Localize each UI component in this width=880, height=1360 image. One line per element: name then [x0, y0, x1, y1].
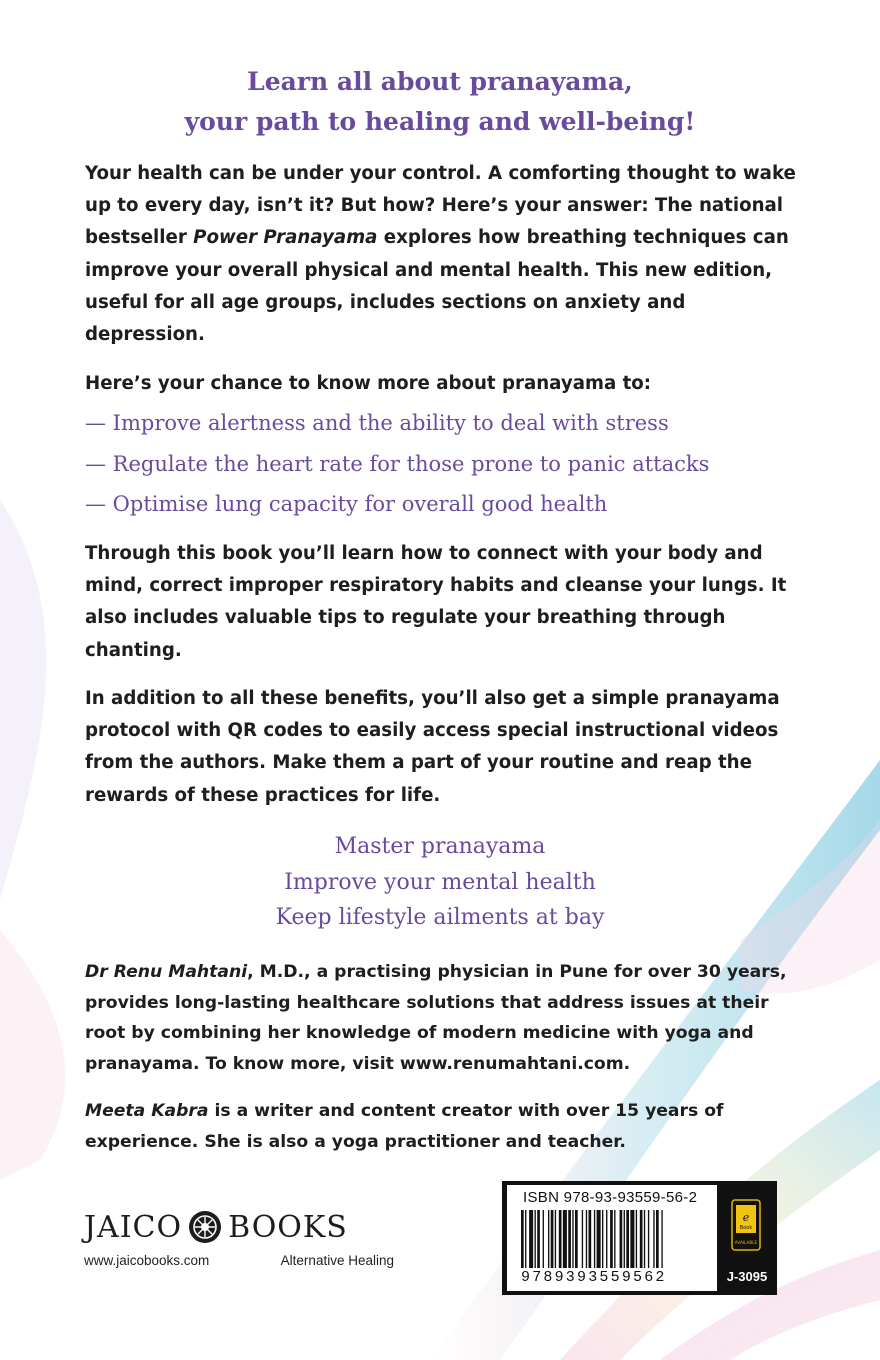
isbn-label: ISBN 978-93-93559-56-2 [523, 1189, 698, 1206]
author-bio-text: is a writer and content creator with over 15 years of experience. She is also a yoga practitioner and teacher. [85, 1101, 724, 1152]
author-bio-meeta [85, 1096, 805, 1157]
ebook-available-icon [731, 1199, 761, 1251]
tagline: Keep lifestyle ailments at bay [275, 905, 605, 930]
benefit-item: — Regulate the heart rate for those prone to panic attacks [85, 452, 710, 476]
book-title: Power Pranayama [193, 227, 378, 249]
intro-text-start: Your health can be under your control. A comforting thought to wake up to every day, isn’t it? But how? Here’s your answer: The national bestseller [85, 163, 796, 249]
barcode-panel [507, 1185, 717, 1291]
book-category: Alternative Healing [280, 1253, 394, 1268]
barcode-number: 9789393559562 [521, 1269, 667, 1286]
tagline: Improve your mental health [284, 870, 596, 895]
svg-text:e: e [742, 1211, 750, 1224]
svg-text:Book: Book [739, 1225, 753, 1231]
barcode-icon [521, 1210, 707, 1268]
isbn-barcode-block [502, 1181, 777, 1295]
benefits-lead: Here’s your chance to know more about pranayama to: [85, 373, 652, 394]
publisher-name-jaico: JAICO [84, 1209, 183, 1245]
intro-text-end: explores how breathing techniques can improve your overall physical and mental health. This new edition, useful for all age groups, includes sections on anxiety and depression. [85, 227, 789, 346]
publisher-block [84, 1205, 414, 1268]
publisher-name-books: BOOKS [228, 1209, 348, 1245]
benefit-item: — Improve alertness and the ability to deal with stress [85, 411, 669, 435]
author-name: Meeta Kabra [85, 1101, 209, 1121]
headline-line-2: your path to healing and well-being! [184, 107, 696, 136]
svg-text:AVAILABLE: AVAILABLE [734, 1240, 758, 1245]
publisher-website: www.jaicobooks.com [84, 1253, 210, 1268]
tagline: Master pranayama [334, 834, 546, 859]
benefits-paragraph: In addition to all these benefits, you’ll also get a simple pranayama protocol with QR codes to easily access special instructional videos from the authors. Make them a part of your routine and reap the rewards of these practices for life. [85, 688, 780, 806]
author-bio-text: , M.D., a practising physician in Pune for over 30 years, provides long-lasting healthcare solutions that address issues at their root by combining her knowledge of modern medicine with yoga and pranayama. To know more, visit www.renumahtani.com. [85, 962, 787, 1074]
author-name: Dr Renu Mahtani [85, 962, 248, 982]
jaico-logo-icon [188, 1210, 222, 1244]
author-bio-renu [85, 957, 805, 1079]
intro-paragraph [85, 158, 805, 351]
learning-paragraph: Through this book you’ll learn how to connect with your body and mind, correct improper respiratory habits and cleanse your lungs. It also includes valuable tips to regulate your breathing through chanting. [85, 543, 787, 661]
product-code: J-3095 [726, 1269, 768, 1284]
benefit-item: — Optimise lung capacity for overall good health [85, 492, 608, 516]
headline-line-1: Learn all about pranayama, [247, 67, 633, 96]
